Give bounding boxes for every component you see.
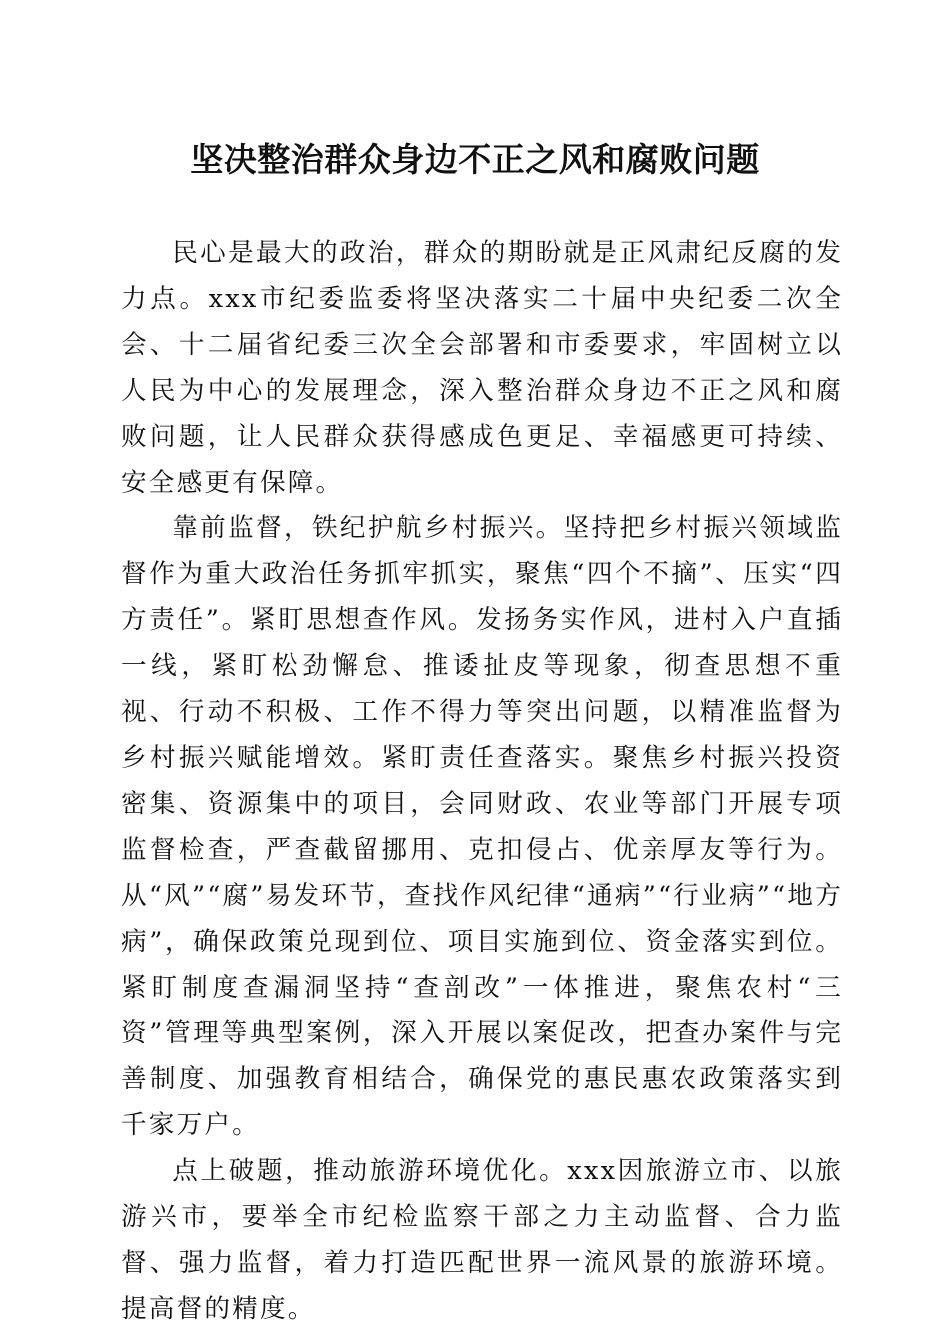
document-title: 坚决整治群众身边不正之风和腐败问题 bbox=[190, 140, 760, 179]
paragraph-intro: 民心是最大的政治，群众的期盼就是正风肃纪反腐的发力点。xxx市纪委监委将坚决落实二十届中央纪委二次全会、十二届省纪委三次全会部署和市委要求，牢固树立以人民为中心的发展理念，深入整治群众身边不正之风和腐败问题，让人民群众获得感成色更足、幸福感更可持续、安全感更有保障。 bbox=[121, 238, 843, 498]
paragraph-rural-revitalization: 靠前监督，铁纪护航乡村振兴。坚持把乡村振兴领域监督作为重大政治任务抓牢抓实，聚焦“四个不摘”、压实“四方责任”。紧盯思想查作风。发扬务实作风，进村入户直插一线，紧盯松劲懈怠、推诿扯皮等现象，彻查思想不重视、行动不积极、工作不得力等突出问题，以精准监督为乡村振兴赋能增效。紧盯责任查落实。聚焦乡村振兴投资密集、资源集中的项目，会同财政、农业等部门开展专项监督检查，严查截留挪用、克扣侵占、优亲厚友等行为。从“风”“腐”易发环节，查找作风纪律“通病”“行业病”“地方病”，确保政策兑现到位、项目实施到位、资金落实到位。紧盯制度查漏洞坚持“查剖改”一体推进，聚焦农村“三资”管理等典型案例，深入开展以案促改，把查办案件与完善制度、加强教育相结合，确保党的惠民惠农政策落实到千家万户。 bbox=[121, 513, 843, 1141]
document-body bbox=[121, 231, 843, 1333]
paragraph-tourism-environment: 点上破题，推动旅游环境优化。xxx因旅游立市、以旅游兴市，要举全市纪检监察干部之力主动监督、合力监督、强力监督，着力打造匹配世界一流风景的旅游环境。提高督的精度。 bbox=[121, 1156, 843, 1324]
